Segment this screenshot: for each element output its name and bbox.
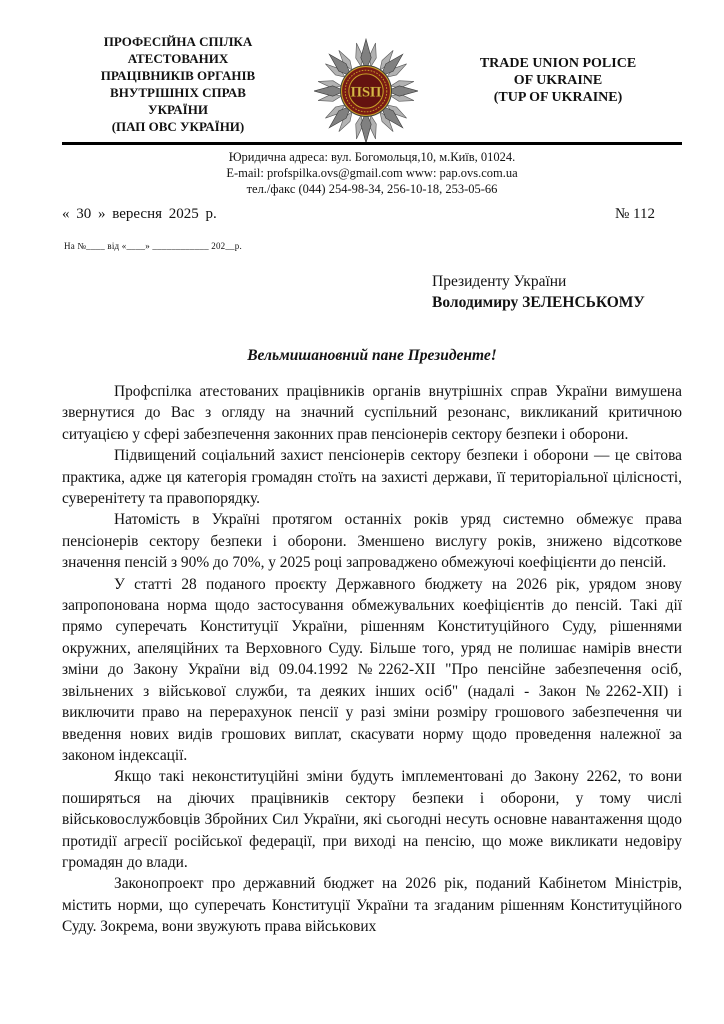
email-web-line: E-mail: profspilka.ovs@gmail.com www: pap.ovs.com.ua — [226, 166, 518, 180]
org-name-line: ПРОФЕСІЙНА СПІЛКА — [103, 34, 253, 49]
org-name-line: (TUP OF UKRAINE) — [493, 90, 623, 105]
union-emblem-icon — [314, 38, 418, 144]
body-paragraph: Законопроект про державний бюджет на 2026 рік, поданий Кабінетом Міністрів, містить норми, що суперечать Конституції України та згаданим рішенням Конституційного Суду. Зокрема, вони звужують права військових — [62, 875, 682, 936]
incoming-reference-line: На №____ від «____» ____________ 202__р. — [64, 241, 242, 251]
addressee-block — [432, 271, 645, 313]
org-name-line: ВНУТРІШНІХ СПРАВ — [110, 85, 246, 100]
letter-date: « 30 » вересня 2025 р. — [62, 206, 217, 222]
legal-address: Юридична адреса: вул. Богомольця,10, м.Київ, 01024. — [228, 150, 516, 164]
body-paragraph: Підвищений соціальний захист пенсіонерів сектору безпеки і оборони — це світова практика, адже ця категорія громадян стоїть на захисті держави, її територіальної цілісності, суверенітету та правопорядку. — [62, 447, 682, 508]
body-paragraph: Профспілка атестованих працівників органів внутрішніх справ України вимушена звернутися до Вас з огляду на значний суспільний резонанс, викликаний критичною ситуацією у сфері забезпечення законних прав пенсіонерів сектору безпеки і оборони. — [62, 383, 682, 443]
emblem-monogram: ПSП — [350, 84, 382, 101]
org-name-line: АТЕСТОВАНИХ — [127, 51, 229, 66]
addressee-name: Володимиру ЗЕЛЕНСЬКОМУ — [432, 294, 645, 311]
letter-body — [62, 381, 682, 938]
body-paragraph: Натомість в Україні протягом останніх років уряд системно обмежує права пенсіонерів сектору безпеки і оборони. Зменшено вислугу років, знижено відсоткове значення пенсій з 90% до 70%, у 2025 році запроваджено обмежуючі коефіцієнти до пенсій. — [62, 511, 682, 572]
phone-fax-line: тел./факс (044) 254-98-34, 256-10-18, 253-05-66 — [246, 182, 498, 196]
org-name-english — [432, 55, 684, 106]
org-name-line: OF UKRAINE — [513, 73, 603, 88]
org-name-ukrainian — [70, 33, 286, 135]
body-paragraph: Якщо такі неконституційні зміни будуть імплементовані до Закону 2262, то вони поширяться на діючих працівників сектору безпеки і оборони, у тому числі військовослужбовців Збройних Сил України, які сьогодні несуть основне навантаження щодо протидії агресії російської федерації, при виході на пенсію, що може викликати недовіру громадян до влади. — [62, 768, 682, 871]
org-name-line: (ПАП ОВС УКРАЇНИ) — [111, 119, 245, 134]
date-number-line — [62, 206, 682, 223]
addressee-title: Президенту України — [432, 273, 567, 290]
salutation: Вельмишановний пане Президенте! — [247, 347, 497, 364]
letter-number: № 112 — [614, 206, 655, 222]
org-name-line: TRADE UNION POLICE — [479, 56, 637, 71]
header-divider — [62, 142, 682, 145]
body-paragraph: У статті 28 поданого проєкту Державного бюджету на 2026 рік, урядом знову запропонована норма щодо застосування обмежувальних коефіцієнтів до пенсій. Такі дії прямо суперечать Конституції України, рішенням Конституційного Суду, рішеннями окружних, апеляційних та Верховного Суду. Більше того, уряд не полишає намірів внести зміни до Закону України від 09.04.1992 №2262-XII "Про пенсійне забезпечення осіб, звільнених з військової служби, та деяких інших осіб" (надалі - Закон №2262-XII) і виключити право на перерахунок пенсії у разі зміни розміру грошового забезпечення чи введення нових видів грошових виплат, скасувати норму щодо проведення належної за законом індексації. — [62, 575, 682, 764]
address-block — [62, 149, 682, 197]
org-name-line: ПРАЦІВНИКІВ ОРГАНІВ — [100, 68, 256, 83]
org-name-line: УКРАЇНИ — [148, 102, 208, 117]
